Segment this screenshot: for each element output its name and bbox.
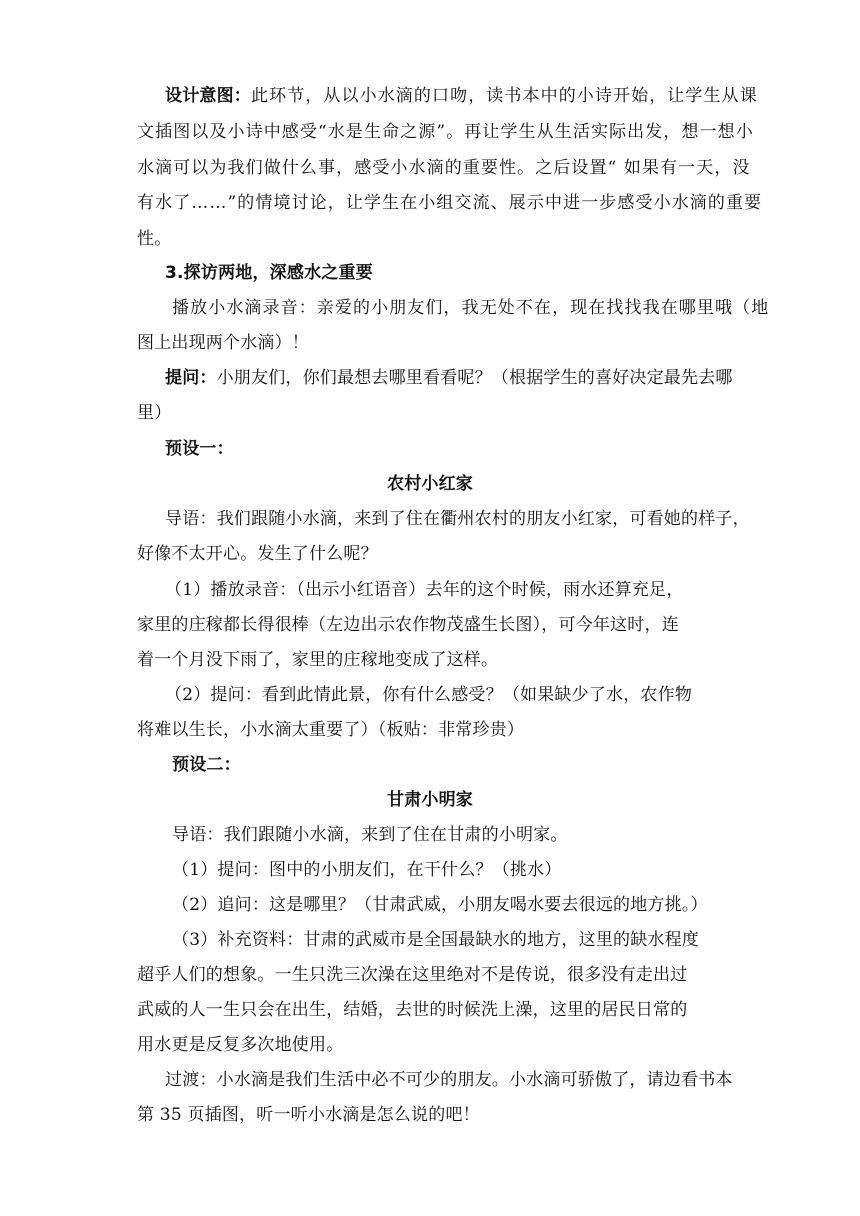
question-fetch-water: （1）提问：图中的小朋友们，在干什么？（挑水）: [172, 860, 562, 880]
section-heading: 3.探访两地，深感水之重要: [165, 263, 373, 283]
question-line-1: [165, 370, 733, 387]
question-text: 小朋友们，你们最想去哪里看看呢？（根据学生的喜好决定最先去哪: [216, 368, 733, 388]
design-intent-line-4: 有水了……”的情境讨论，让学生在小组交流、展示中进一步感受小水滴的重要: [137, 193, 763, 213]
supplement-line-3: 武威的人一生只会在出生，结婚，去世的时候洗上澡，这里的居民日常的: [137, 1000, 688, 1020]
transition-line-1: 过渡：小水滴是我们生活中必不可少的朋友。小水滴可骄傲了，请边看书本: [165, 1070, 733, 1090]
preset-two-label: 预设二：: [172, 755, 241, 775]
feeling-question-line-2: 将难以生长，小水滴太重要了）（板贴：非常珍贵）: [137, 720, 525, 740]
design-intent-text: 此环节，从以小水滴的口吻，读书本中的小诗开始，让学生从课: [251, 86, 758, 106]
guide-one-line-2: 好像不太开心。发生了什么呢？: [137, 544, 378, 564]
preset-one-label: 预设一：: [165, 439, 234, 459]
audio-step-line-3: 着一个月没下雨了，家里的庄稼地变成了这样。: [137, 650, 499, 670]
question-label: 提问：: [165, 368, 217, 388]
supplement-line-2: 超乎人们的想象。一生只洗三次澡在这里绝对不是传说，很多没有走出过: [137, 965, 688, 985]
guide-two: 导语：我们跟随小水滴，来到了住在甘肃的小明家。: [172, 825, 568, 845]
audio-intro-line-2: 图上出现两个水滴）！: [137, 333, 309, 353]
design-intent-line-1: [165, 88, 758, 105]
audio-step-line-1: （1）播放录音：（出示小红语音）去年的这个时候，雨水还算充足，: [165, 580, 684, 600]
design-intent-line-5: 性。: [137, 229, 172, 249]
guide-one-line-1: 导语：我们跟随小水滴，来到了住在衢州农村的朋友小红家，可看她的样子，: [165, 509, 750, 529]
question-line-2: 里）: [137, 403, 172, 423]
design-intent-line-2: 文插图以及小诗中感受“水是生命之源”。再让学生从生活实际出发，想一想小: [137, 122, 754, 142]
supplement-line-4: 用水更是反复多次地使用。: [137, 1035, 344, 1055]
transition-line-2: 第 35 页插图，听一听小水滴是怎么说的吧！: [137, 1105, 480, 1125]
design-intent-line-3: 水滴可以为我们做什么事，感受小水滴的重要性。之后设置“ 如果有一天，没: [137, 158, 751, 178]
feeling-question-line-1: （2）提问：看到此情此景，你有什么感受？（如果缺少了水，农作物: [165, 685, 693, 705]
audio-intro-line-1: 播放小水滴录音：亲爱的小朋友们，我无处不在，现在找找我在哪里哦（地: [172, 298, 770, 318]
preset-two-title: 甘肃小明家: [387, 790, 473, 810]
supplement-line-1: （3）补充资料：甘肃的武威市是全国最缺水的地方，这里的缺水程度: [172, 930, 700, 950]
follow-up-question: （2）追问：这是哪里？（甘肃武威，小朋友喝水要去很远的地方挑。）: [172, 895, 708, 915]
audio-step-line-2: 家里的庄稼都长得很棒（左边出示农作物茂盛生长图），可今年这时，连: [137, 615, 679, 635]
preset-one-title: 农村小红家: [387, 474, 473, 494]
design-intent-label: 设计意图：: [165, 86, 251, 106]
